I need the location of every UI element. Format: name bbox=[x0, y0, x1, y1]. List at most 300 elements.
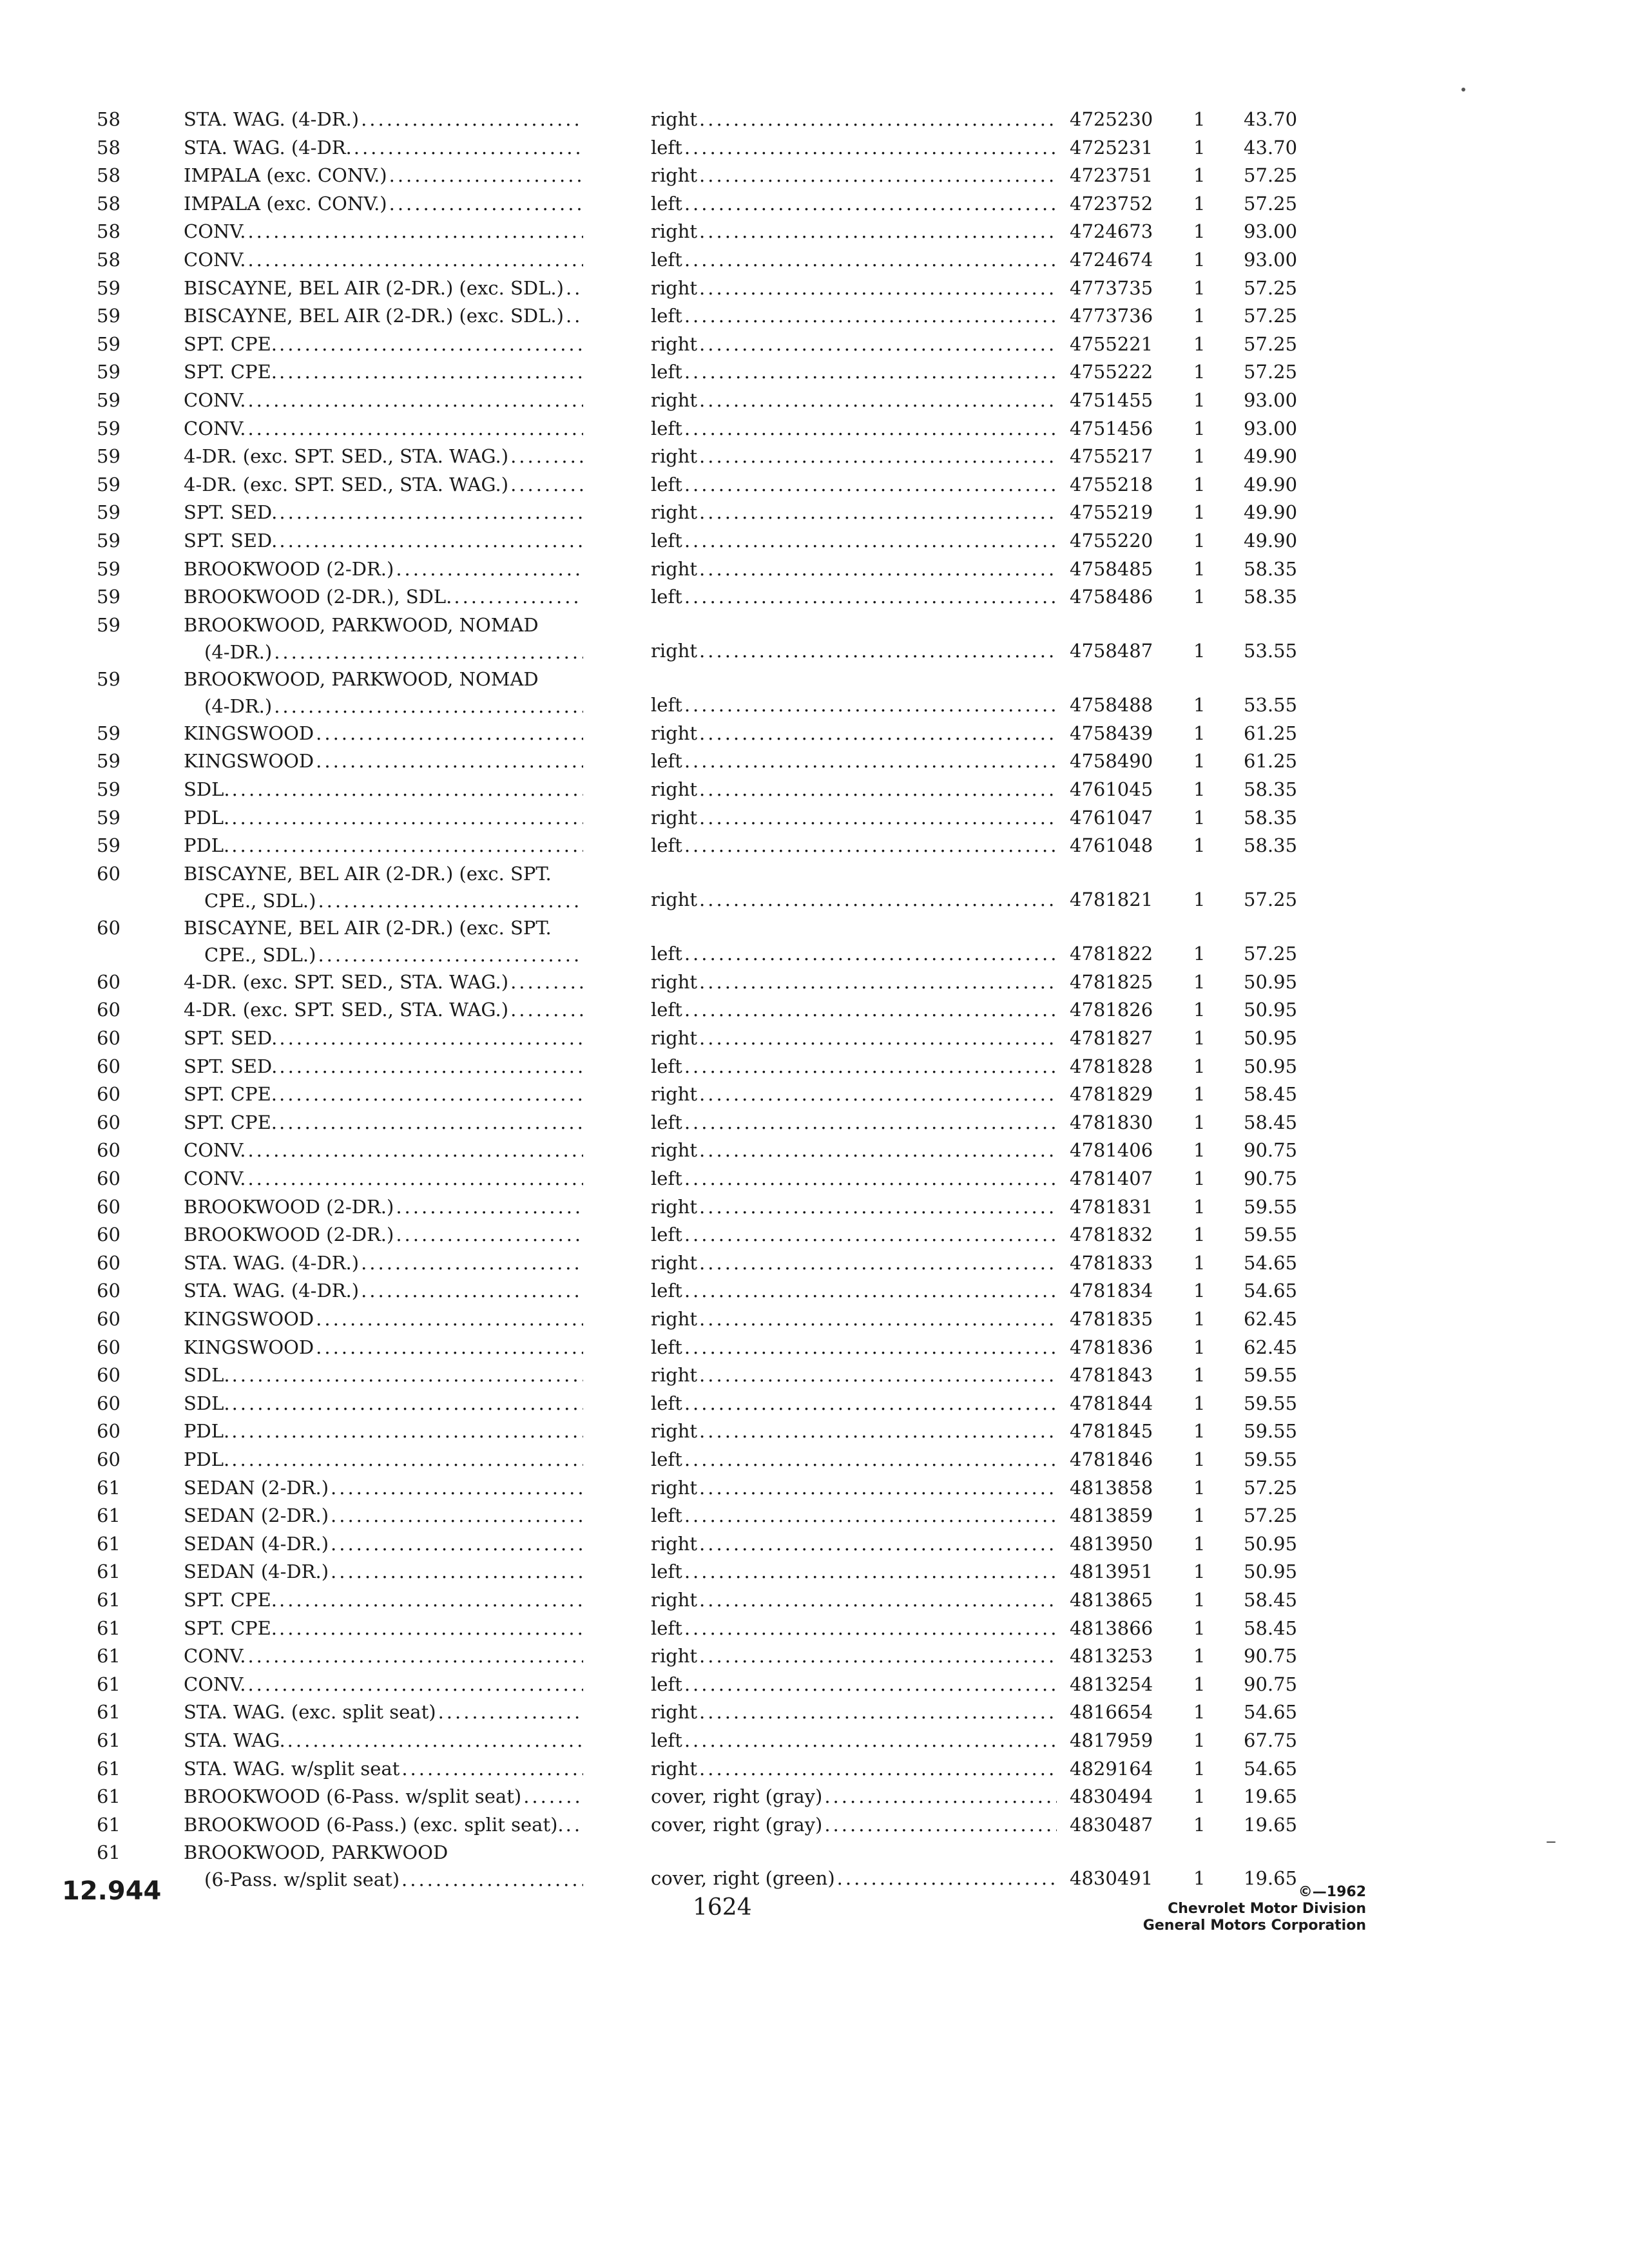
leader-dots bbox=[318, 942, 583, 968]
description-cell bbox=[184, 611, 583, 665]
side-label: right bbox=[651, 332, 698, 355]
description-cell bbox=[184, 330, 583, 358]
leader-dots bbox=[438, 1698, 583, 1726]
side-label: left bbox=[651, 417, 682, 439]
part-number: 4781832 bbox=[1070, 1224, 1153, 1246]
model-description: BROOKWOOD (2-DR.) bbox=[184, 557, 394, 580]
description-cell bbox=[184, 1474, 583, 1502]
quantity: 1 bbox=[1193, 1504, 1206, 1527]
model-description: PDL. bbox=[184, 806, 230, 829]
side-label: right bbox=[651, 164, 698, 187]
table-row bbox=[0, 189, 1629, 218]
model-description: SPT. CPE. bbox=[184, 1111, 277, 1133]
quantity: 1 bbox=[1193, 361, 1206, 383]
side-cell bbox=[651, 1164, 1057, 1193]
model-year: 61 bbox=[97, 1645, 120, 1667]
quantity: 1 bbox=[1193, 1476, 1206, 1499]
description-cell bbox=[184, 555, 583, 583]
model-description: BISCAYNE, BEL AIR (2-DR.) (exc. SDL.) bbox=[184, 276, 564, 299]
model-description: BISCAYNE, BEL AIR (2-DR.) (exc. SPT. bbox=[184, 862, 552, 885]
model-year: 60 bbox=[97, 970, 120, 993]
side-label: left bbox=[651, 1111, 682, 1133]
leader-dots bbox=[566, 274, 583, 302]
list-price: 43.70 bbox=[1244, 108, 1298, 130]
leader-dots bbox=[684, 747, 1057, 775]
side-cell bbox=[651, 1782, 1057, 1811]
leader-dots bbox=[699, 1586, 1057, 1614]
leader-dots bbox=[684, 1164, 1057, 1193]
quantity: 1 bbox=[1193, 888, 1206, 910]
side-cell bbox=[651, 1726, 1057, 1754]
side-cell bbox=[651, 470, 1057, 499]
quantity: 1 bbox=[1193, 1139, 1206, 1162]
model-year: 58 bbox=[97, 249, 120, 271]
page-number: 1624 bbox=[693, 1894, 752, 1921]
list-price: 59.55 bbox=[1244, 1224, 1298, 1246]
model-year: 59 bbox=[97, 722, 120, 744]
quantity: 1 bbox=[1193, 332, 1206, 355]
part-number: 4781843 bbox=[1070, 1364, 1153, 1387]
table-row bbox=[0, 1754, 1629, 1783]
quantity: 1 bbox=[1193, 1392, 1206, 1414]
model-year: 58 bbox=[97, 164, 120, 187]
leader-dots bbox=[389, 161, 583, 189]
leader-dots bbox=[523, 1782, 583, 1811]
part-number: 4755218 bbox=[1070, 473, 1153, 495]
side-label: left bbox=[651, 1392, 682, 1414]
part-number: 4755222 bbox=[1070, 361, 1153, 383]
table-row bbox=[0, 217, 1629, 245]
table-row bbox=[0, 611, 1629, 665]
side-label: right bbox=[651, 1589, 698, 1611]
side-label: right bbox=[651, 501, 698, 524]
side-cell bbox=[651, 1305, 1057, 1333]
description-cell bbox=[184, 1361, 583, 1389]
description-cell bbox=[184, 1417, 583, 1445]
quantity: 1 bbox=[1193, 1055, 1206, 1077]
leader-dots bbox=[232, 1361, 583, 1389]
model-description: CONV. bbox=[184, 249, 246, 271]
part-number: 4755221 bbox=[1070, 332, 1153, 355]
side-label: cover, right (green) bbox=[651, 1867, 835, 1890]
description-cell bbox=[184, 358, 583, 386]
list-price: 50.95 bbox=[1244, 1055, 1298, 1077]
description-cell bbox=[184, 775, 583, 803]
list-price: 49.90 bbox=[1244, 501, 1298, 524]
leader-dots bbox=[279, 1024, 583, 1052]
leader-dots bbox=[824, 1811, 1057, 1839]
side-label: right bbox=[651, 1251, 698, 1274]
description-cell bbox=[184, 1164, 583, 1193]
leader-dots bbox=[247, 1164, 583, 1193]
side-cell bbox=[651, 1136, 1057, 1164]
quantity: 1 bbox=[1193, 557, 1206, 580]
copyright-year: ©—1962 bbox=[1298, 1884, 1366, 1900]
table-row bbox=[0, 1193, 1629, 1221]
leader-dots bbox=[566, 1811, 583, 1839]
model-year: 60 bbox=[97, 1420, 120, 1443]
quantity: 1 bbox=[1193, 1589, 1206, 1611]
table-row bbox=[0, 1080, 1629, 1108]
model-description: SPT. CPE. bbox=[184, 1083, 277, 1106]
leader-dots bbox=[316, 747, 583, 775]
model-description: IMPALA (exc. CONV.) bbox=[184, 192, 387, 215]
quantity: 1 bbox=[1193, 806, 1206, 829]
side-cell bbox=[651, 1052, 1057, 1081]
model-year: 61 bbox=[97, 1673, 120, 1695]
description-cell bbox=[184, 274, 583, 302]
table-row bbox=[0, 1474, 1629, 1502]
description-cell bbox=[184, 1305, 583, 1333]
description-cell bbox=[184, 831, 583, 860]
side-label: left bbox=[651, 1168, 682, 1189]
list-price: 58.35 bbox=[1244, 557, 1298, 580]
table-row bbox=[0, 274, 1629, 302]
leader-dots bbox=[684, 1501, 1057, 1530]
model-description: KINGSWOOD bbox=[184, 750, 314, 773]
leader-dots bbox=[699, 775, 1057, 803]
table-row bbox=[0, 1501, 1629, 1530]
side-cell bbox=[651, 1586, 1057, 1614]
leader-dots bbox=[287, 1726, 583, 1754]
quantity: 1 bbox=[1193, 1867, 1206, 1890]
table-row bbox=[0, 302, 1629, 330]
model-description: SPT. CPE. bbox=[184, 1617, 277, 1639]
model-description: SEDAN (2-DR.) bbox=[184, 1476, 329, 1499]
side-cell bbox=[651, 1389, 1057, 1418]
list-price: 59.55 bbox=[1244, 1364, 1298, 1387]
description-cell bbox=[184, 498, 583, 526]
model-year: 58 bbox=[97, 108, 120, 130]
part-number: 4758485 bbox=[1070, 557, 1153, 580]
side-cell bbox=[651, 217, 1057, 245]
quantity: 1 bbox=[1193, 1364, 1206, 1387]
quantity: 1 bbox=[1193, 249, 1206, 271]
leader-dots bbox=[361, 1276, 583, 1305]
model-year: 59 bbox=[97, 445, 120, 468]
model-description: SPT. SED. bbox=[184, 501, 278, 524]
table-row bbox=[0, 1389, 1629, 1418]
description-cell bbox=[184, 1726, 583, 1754]
model-year: 61 bbox=[97, 1813, 120, 1836]
part-number: 4813859 bbox=[1070, 1504, 1153, 1527]
model-description: BISCAYNE, BEL AIR (2-DR.) (exc. SPT. bbox=[184, 916, 552, 939]
description-cell bbox=[184, 526, 583, 555]
leader-dots bbox=[699, 555, 1057, 583]
part-number: 4817959 bbox=[1070, 1729, 1153, 1751]
model-year: 60 bbox=[97, 1055, 120, 1077]
list-price: 57.25 bbox=[1244, 276, 1298, 299]
leader-dots bbox=[684, 526, 1057, 555]
part-number: 4723751 bbox=[1070, 164, 1153, 187]
side-cell bbox=[651, 1276, 1057, 1305]
side-label: left bbox=[651, 586, 682, 608]
side-cell bbox=[651, 582, 1057, 611]
quantity: 1 bbox=[1193, 389, 1206, 411]
description-cell bbox=[184, 302, 583, 330]
side-label: right bbox=[651, 445, 698, 468]
description-cell bbox=[184, 719, 583, 747]
quantity: 1 bbox=[1193, 1701, 1206, 1724]
side-label: left bbox=[651, 1280, 682, 1302]
model-year: 60 bbox=[97, 999, 120, 1021]
table-row bbox=[0, 968, 1629, 996]
side-cell bbox=[651, 105, 1057, 133]
leader-dots bbox=[684, 414, 1057, 443]
quantity: 1 bbox=[1193, 276, 1206, 299]
leader-dots bbox=[684, 245, 1057, 274]
leader-dots bbox=[361, 105, 583, 133]
model-year: 59 bbox=[97, 389, 120, 411]
part-number: 4781827 bbox=[1070, 1027, 1153, 1049]
description-cell bbox=[184, 582, 583, 611]
leader-dots bbox=[684, 1670, 1057, 1698]
side-cell bbox=[651, 526, 1057, 555]
description-cell bbox=[184, 747, 583, 775]
leader-dots bbox=[354, 133, 583, 162]
model-year: 61 bbox=[97, 1561, 120, 1583]
list-price: 49.90 bbox=[1244, 473, 1298, 495]
quantity: 1 bbox=[1193, 136, 1206, 159]
model-year: 60 bbox=[97, 1168, 120, 1189]
model-description-cont: CPE., SDL.) bbox=[204, 943, 316, 966]
leader-dots bbox=[231, 1417, 583, 1445]
table-row bbox=[0, 803, 1629, 832]
list-price: 93.00 bbox=[1244, 417, 1298, 439]
leader-dots bbox=[684, 358, 1057, 386]
table-row bbox=[0, 1361, 1629, 1389]
model-year: 60 bbox=[97, 1280, 120, 1302]
leader-dots bbox=[316, 1333, 583, 1361]
list-price: 58.35 bbox=[1244, 834, 1298, 857]
quantity: 1 bbox=[1193, 586, 1206, 608]
side-label: left bbox=[651, 1448, 682, 1470]
table-row bbox=[0, 1557, 1629, 1586]
description-cell bbox=[184, 414, 583, 443]
quantity: 1 bbox=[1193, 445, 1206, 468]
table-row bbox=[0, 831, 1629, 860]
side-cell bbox=[651, 1557, 1057, 1586]
model-description: SPT. SED. bbox=[184, 1027, 278, 1049]
leader-dots bbox=[699, 1698, 1057, 1726]
catalog-number: 12.944 bbox=[62, 1876, 162, 1906]
part-number: 4758487 bbox=[1070, 639, 1153, 662]
list-price: 62.45 bbox=[1244, 1308, 1298, 1330]
leader-dots bbox=[684, 939, 1057, 968]
list-price: 90.75 bbox=[1244, 1139, 1298, 1162]
model-description: CONV. bbox=[184, 1645, 246, 1667]
quantity: 1 bbox=[1193, 1757, 1206, 1780]
side-cell bbox=[651, 414, 1057, 443]
side-cell bbox=[651, 1670, 1057, 1698]
table-row bbox=[0, 1838, 1629, 1892]
leader-dots bbox=[684, 1389, 1057, 1418]
leader-dots bbox=[699, 1080, 1057, 1108]
side-label: left bbox=[651, 750, 682, 773]
model-description: STA. WAG. (exc. split seat) bbox=[184, 1701, 436, 1724]
side-cell bbox=[651, 302, 1057, 330]
model-description: SPT. SED. bbox=[184, 1055, 278, 1077]
part-number: 4781822 bbox=[1070, 942, 1153, 965]
leader-dots bbox=[699, 161, 1057, 189]
description-cell bbox=[184, 1782, 583, 1811]
leader-dots bbox=[396, 555, 583, 583]
description-cell bbox=[184, 189, 583, 218]
part-number: 4724673 bbox=[1070, 220, 1153, 243]
leader-dots bbox=[274, 693, 583, 719]
leader-dots bbox=[699, 885, 1057, 914]
model-year: 60 bbox=[97, 1448, 120, 1470]
table-row bbox=[0, 1417, 1629, 1445]
table-row bbox=[0, 470, 1629, 499]
leader-dots bbox=[699, 105, 1057, 133]
list-price: 90.75 bbox=[1244, 1673, 1298, 1695]
side-cell bbox=[651, 885, 1057, 914]
side-cell bbox=[651, 330, 1057, 358]
side-cell bbox=[651, 1698, 1057, 1726]
model-description: STA. WAG. (4-DR.) bbox=[184, 1280, 360, 1302]
model-year: 60 bbox=[97, 1336, 120, 1358]
model-year: 59 bbox=[97, 276, 120, 299]
model-year: 60 bbox=[97, 1308, 120, 1330]
model-year: 59 bbox=[97, 613, 120, 636]
quantity: 1 bbox=[1193, 693, 1206, 716]
leader-dots bbox=[396, 1193, 583, 1221]
leader-dots bbox=[279, 1614, 583, 1642]
description-cell bbox=[184, 1220, 583, 1249]
model-description: PDL. bbox=[184, 1448, 230, 1470]
description-cell bbox=[184, 1445, 583, 1474]
model-description: SDL. bbox=[184, 1364, 230, 1387]
leader-dots bbox=[699, 498, 1057, 526]
part-number: 4813950 bbox=[1070, 1532, 1153, 1555]
part-number: 4813865 bbox=[1070, 1589, 1153, 1611]
model-description: PDL. bbox=[184, 1420, 230, 1443]
model-year: 61 bbox=[97, 1504, 120, 1527]
part-number: 4723752 bbox=[1070, 192, 1153, 215]
leader-dots bbox=[279, 526, 583, 555]
side-label: right bbox=[651, 557, 698, 580]
model-description: SEDAN (2-DR.) bbox=[184, 1504, 329, 1527]
leader-dots bbox=[279, 1108, 583, 1137]
quantity: 1 bbox=[1193, 970, 1206, 993]
list-price: 57.25 bbox=[1244, 888, 1298, 910]
part-number: 4830491 bbox=[1070, 1867, 1153, 1890]
part-number: 4781406 bbox=[1070, 1139, 1153, 1162]
quantity: 1 bbox=[1193, 1561, 1206, 1583]
list-price: 49.90 bbox=[1244, 445, 1298, 468]
part-number: 4781836 bbox=[1070, 1336, 1153, 1358]
table-row bbox=[0, 161, 1629, 189]
leader-dots bbox=[510, 968, 583, 996]
side-cell bbox=[651, 637, 1057, 665]
leader-dots bbox=[824, 1782, 1057, 1811]
side-label: left bbox=[651, 473, 682, 495]
table-row bbox=[0, 1642, 1629, 1670]
leader-dots bbox=[684, 831, 1057, 860]
leader-dots bbox=[699, 1474, 1057, 1502]
model-description: SPT. SED. bbox=[184, 530, 278, 552]
table-row bbox=[0, 665, 1629, 719]
side-label: right bbox=[651, 722, 698, 744]
list-price: 58.45 bbox=[1244, 1111, 1298, 1133]
side-cell bbox=[651, 358, 1057, 386]
list-price: 59.55 bbox=[1244, 1448, 1298, 1470]
table-row bbox=[0, 1052, 1629, 1081]
leader-dots bbox=[247, 1136, 583, 1164]
part-number: 4751456 bbox=[1070, 417, 1153, 439]
model-description-cont: (6-Pass. w/split seat) bbox=[204, 1869, 400, 1891]
leader-dots bbox=[231, 1445, 583, 1474]
description-cell bbox=[184, 1052, 583, 1081]
table-row bbox=[0, 1108, 1629, 1137]
list-price: 90.75 bbox=[1244, 1168, 1298, 1189]
description-cell bbox=[184, 1557, 583, 1586]
leader-dots bbox=[684, 691, 1057, 719]
description-cell bbox=[184, 1586, 583, 1614]
leader-dots bbox=[279, 1080, 583, 1108]
table-row bbox=[0, 414, 1629, 443]
leader-dots bbox=[699, 274, 1057, 302]
model-description: 4-DR. (exc. SPT. SED., STA. WAG.) bbox=[184, 970, 509, 993]
part-number: 4724674 bbox=[1070, 249, 1153, 271]
list-price: 59.55 bbox=[1244, 1392, 1298, 1414]
part-number: 4758488 bbox=[1070, 693, 1153, 716]
side-label: left bbox=[651, 136, 682, 159]
list-price: 49.90 bbox=[1244, 530, 1298, 552]
part-number: 4781845 bbox=[1070, 1420, 1153, 1443]
part-number: 4781835 bbox=[1070, 1308, 1153, 1330]
leader-dots bbox=[684, 1276, 1057, 1305]
leader-dots bbox=[247, 1642, 583, 1670]
side-cell bbox=[651, 555, 1057, 583]
list-price: 54.65 bbox=[1244, 1280, 1298, 1302]
quantity: 1 bbox=[1193, 417, 1206, 439]
model-description: CONV. bbox=[184, 1168, 246, 1189]
leader-dots bbox=[699, 1754, 1057, 1783]
model-year: 59 bbox=[97, 332, 120, 355]
quantity: 1 bbox=[1193, 220, 1206, 243]
list-price: 62.45 bbox=[1244, 1336, 1298, 1358]
side-label: left bbox=[651, 192, 682, 215]
description-cell bbox=[184, 1530, 583, 1558]
description-cell bbox=[184, 665, 583, 719]
side-label: left bbox=[651, 1617, 682, 1639]
side-label: cover, right (gray) bbox=[651, 1813, 823, 1836]
part-number: 4781833 bbox=[1070, 1251, 1153, 1274]
part-number: 4781829 bbox=[1070, 1083, 1153, 1106]
table-row bbox=[0, 1164, 1629, 1193]
part-number: 4758439 bbox=[1070, 722, 1153, 744]
table-row bbox=[0, 1698, 1629, 1726]
leader-dots bbox=[699, 330, 1057, 358]
part-number: 4813951 bbox=[1070, 1561, 1153, 1583]
leader-dots bbox=[361, 1249, 583, 1277]
list-price: 58.45 bbox=[1244, 1617, 1298, 1639]
quantity: 1 bbox=[1193, 192, 1206, 215]
leader-dots bbox=[566, 302, 583, 330]
model-year: 59 bbox=[97, 750, 120, 773]
side-cell bbox=[651, 189, 1057, 218]
side-cell bbox=[651, 1642, 1057, 1670]
leader-dots bbox=[231, 831, 583, 860]
description-cell bbox=[184, 1698, 583, 1726]
leader-dots bbox=[279, 358, 583, 386]
model-description: STA. WAG. (4-DR. bbox=[184, 136, 352, 159]
side-cell bbox=[651, 1024, 1057, 1052]
leader-dots bbox=[699, 1361, 1057, 1389]
side-cell bbox=[651, 1811, 1057, 1839]
